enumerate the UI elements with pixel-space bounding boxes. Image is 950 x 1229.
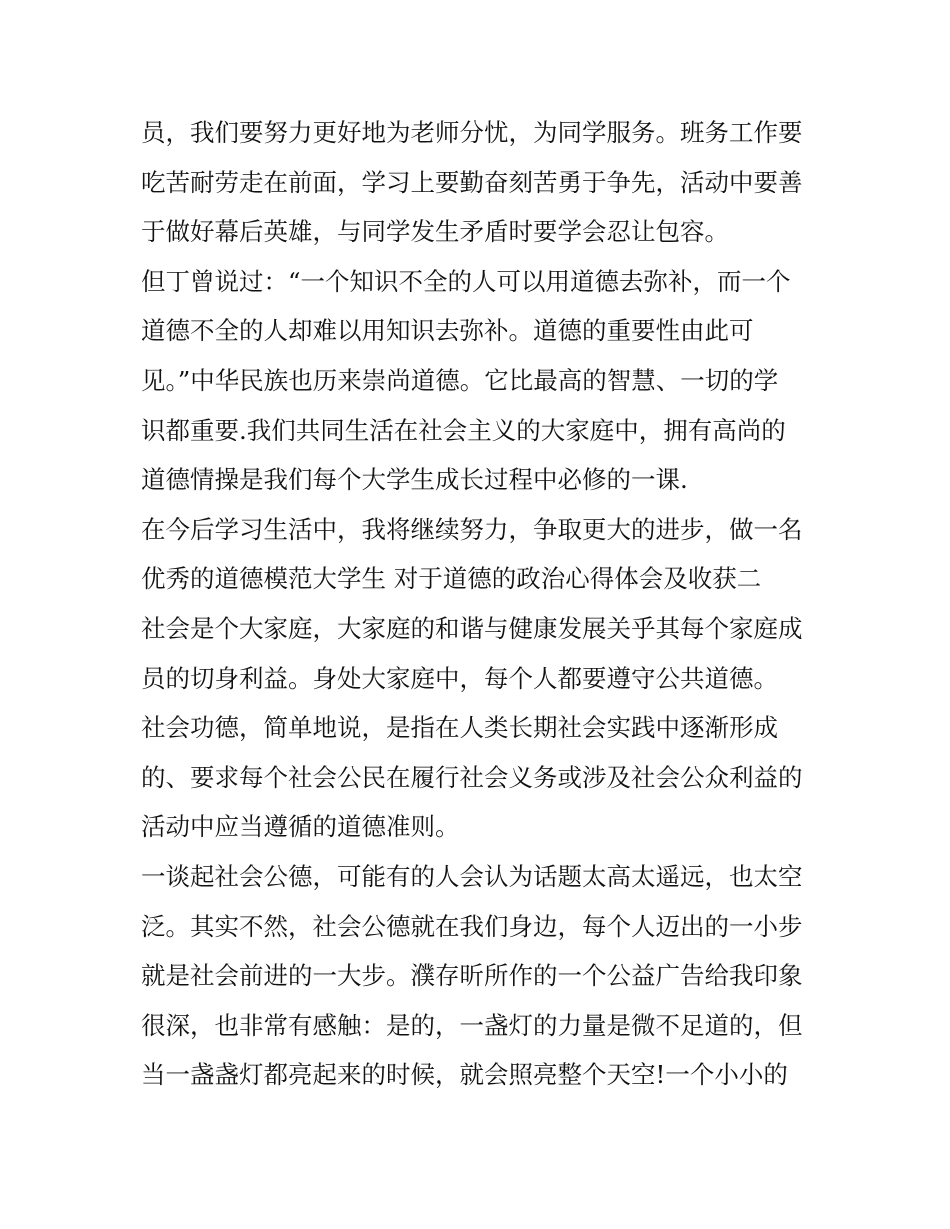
text-line: 优秀的道德模范大学生 对于道德的政治心得体会及收获二 [141, 564, 762, 594]
text-line: 吃苦耐劳走在前面，学习上要勤奋刻苦勇于争先，活动中要善 [141, 167, 803, 197]
text-line: 员，我们要努力更好地为老师分忧，为同学服务。班务工作要 [141, 118, 803, 147]
text-line: 社会功德，简单地说，是指在人类长期社会实践中逐渐形成 [141, 713, 778, 743]
text-line: 一谈起社会公德，可能有的人会认为话题太高太遥远，也太空 [141, 861, 803, 891]
text-line: 社会是个大家庭，大家庭的和谐与健康发展关乎其每个家庭成 [141, 613, 803, 643]
text-line: 活动中应当遵循的道德准则。 [141, 812, 460, 842]
document-body [141, 108, 821, 1100]
text-line: 道德不全的人却难以用知识去弥补。道德的重要性由此可 [141, 316, 754, 346]
text-line: 当一盏盏灯都亮起来的时候，就会照亮整个天空!一个小小的 [141, 1060, 788, 1090]
text-line: 于做好幕后英雄，与同学发生矛盾时要学会忍让包容。 [141, 217, 729, 247]
text-line: 员的切身利益。身处大家庭中，每个人都要遵守公共道德。 [141, 663, 778, 693]
text-line: 道德情操是我们每个大学生成长过程中必修的一课. [141, 465, 688, 495]
text-line: 就是社会前进的一大步。濮存昕所作的一个公益广告给我印象 [141, 961, 803, 991]
text-line: 的、要求每个社会公民在履行社会义务或涉及社会公众利益的 [141, 762, 803, 792]
text-line: 在今后学习生活中，我将继续努力，争取更大的进步，做一名 [141, 514, 803, 544]
text-line: 但丁曾说过：“一个知识不全的人可以用道德去弥补，而一个 [141, 266, 791, 296]
text-line: 泛。其实不然，社会公德就在我们身边，每个人迈出的一小步 [141, 911, 803, 941]
text-line: 识都重要.我们共同生活在社会主义的大家庭中，拥有高尚的 [141, 415, 786, 445]
text-line: 见。”中华民族也历来崇尚道德。它比最高的智慧、一切的学 [141, 365, 779, 395]
text-line: 很深，也非常有感触：是的，一盏灯的力量是微不足道的，但 [141, 1010, 803, 1040]
